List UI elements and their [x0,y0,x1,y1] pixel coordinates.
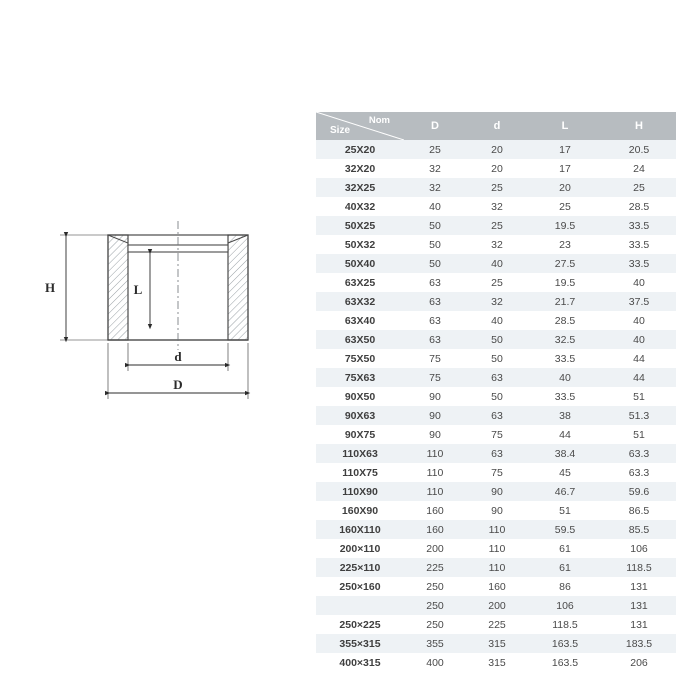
column-header-size-label: Size [330,125,351,136]
cell-L: 45 [528,463,602,482]
cell-d: 40 [466,311,528,330]
cell-size: 355×315 [316,634,404,653]
cell-H: 40 [602,273,676,292]
dimension-L-label: L [133,282,143,297]
cell-d: 200 [466,596,528,615]
cell-L: 20 [528,178,602,197]
cell-D: 90 [404,387,466,406]
cell-size: 50X40 [316,254,404,273]
cell-D: 200 [404,539,466,558]
cell-D: 63 [404,311,466,330]
cell-L: 17 [528,159,602,178]
cell-L: 17 [528,140,602,159]
table-row [316,577,676,596]
cell-L: 33.5 [528,387,602,406]
dimension-d [128,343,228,371]
cell-d: 50 [466,330,528,349]
cell-D: 50 [404,254,466,273]
cell-size: 32X25 [316,178,404,197]
cell-size: 160X110 [316,520,404,539]
cell-D: 75 [404,349,466,368]
cell-L: 86 [528,577,602,596]
cell-D: 250 [404,615,466,634]
cell-L: 59.5 [528,520,602,539]
cell-L: 51 [528,501,602,520]
cell-H: 40 [602,311,676,330]
cell-size: 75X50 [316,349,404,368]
cell-d: 20 [466,140,528,159]
cell-D: 40 [404,197,466,216]
cell-d: 32 [466,197,528,216]
cell-d: 110 [466,539,528,558]
cell-L: 32.5 [528,330,602,349]
cell-D: 400 [404,653,466,672]
cell-d: 32 [466,292,528,311]
table-row [316,197,676,216]
cell-D: 110 [404,482,466,501]
cell-d: 20 [466,159,528,178]
cell-d: 315 [466,634,528,653]
table-row [316,254,676,273]
cell-d: 75 [466,463,528,482]
table-row [316,292,676,311]
cell-L: 163.5 [528,653,602,672]
cell-L: 27.5 [528,254,602,273]
cell-size: 110X90 [316,482,404,501]
table-row [316,482,676,501]
cell-d: 40 [466,254,528,273]
table-row [316,349,676,368]
drawing-svg [30,215,285,425]
cell-H: 33.5 [602,254,676,273]
table-row [316,273,676,292]
cell-L: 106 [528,596,602,615]
table-row [316,406,676,425]
table-row [316,501,676,520]
cell-H: 44 [602,349,676,368]
table-header-row [316,112,676,140]
cell-size: 50X32 [316,235,404,254]
table-row [316,539,676,558]
dimension-H [45,235,108,340]
specification-table [316,112,676,672]
cell-H: 118.5 [602,558,676,577]
cell-L: 40 [528,368,602,387]
column-header-size [316,112,404,140]
table-row [316,159,676,178]
dimension-H-label: H [44,280,56,295]
cell-D: 90 [404,425,466,444]
cell-size: 63X25 [316,273,404,292]
cell-d: 50 [466,387,528,406]
cell-H: 33.5 [602,235,676,254]
column-header-D: D [404,112,466,140]
cell-H: 106 [602,539,676,558]
cell-D: 25 [404,140,466,159]
cell-L: 19.5 [528,273,602,292]
dimension-d-label: d [174,349,182,364]
cell-d: 75 [466,425,528,444]
cell-size: 32X20 [316,159,404,178]
cell-H: 131 [602,615,676,634]
cell-d: 25 [466,216,528,235]
cell-size: 250×160 [316,577,404,596]
cell-size: 63X40 [316,311,404,330]
cell-d: 315 [466,653,528,672]
table-row [316,634,676,653]
product-technical-drawing [30,215,285,425]
cell-D: 50 [404,216,466,235]
cell-size: 63X32 [316,292,404,311]
cell-H: 206 [602,653,676,672]
cell-H: 85.5 [602,520,676,539]
column-header-nom-label: Nom [368,115,390,126]
table-row [316,235,676,254]
cell-D: 250 [404,596,466,615]
column-header-H: H [602,112,676,140]
cell-H: 24 [602,159,676,178]
cell-size: 400×315 [316,653,404,672]
cell-size: 110X75 [316,463,404,482]
cell-H: 59.6 [602,482,676,501]
cell-size: 200×110 [316,539,404,558]
cell-H: 20.5 [602,140,676,159]
cell-H: 51.3 [602,406,676,425]
cell-H: 25 [602,178,676,197]
table-row [316,444,676,463]
table-row [316,463,676,482]
table-row [316,596,676,615]
cell-d: 50 [466,349,528,368]
cell-L: 23 [528,235,602,254]
cell-d: 32 [466,235,528,254]
cell-d: 63 [466,406,528,425]
cell-size: 25X20 [316,140,404,159]
cell-d: 90 [466,482,528,501]
cell-L: 28.5 [528,311,602,330]
table-row [316,615,676,634]
column-header-d: d [466,112,528,140]
cell-size [316,596,404,615]
cell-H: 51 [602,387,676,406]
cell-d: 25 [466,178,528,197]
table-row [316,653,676,672]
cell-L: 19.5 [528,216,602,235]
cell-H: 44 [602,368,676,387]
cell-L: 25 [528,197,602,216]
cell-D: 355 [404,634,466,653]
cell-L: 38 [528,406,602,425]
cell-D: 75 [404,368,466,387]
cell-D: 110 [404,463,466,482]
cell-size: 40X32 [316,197,404,216]
cell-H: 131 [602,577,676,596]
cell-size: 75X63 [316,368,404,387]
cell-L: 118.5 [528,615,602,634]
cell-L: 163.5 [528,634,602,653]
cell-size: 63X50 [316,330,404,349]
table-row [316,330,676,349]
table-row [316,387,676,406]
cell-size: 90X50 [316,387,404,406]
cell-size: 160X90 [316,501,404,520]
cell-H: 63.3 [602,444,676,463]
table-body [316,140,676,672]
cell-L: 44 [528,425,602,444]
cell-L: 33.5 [528,349,602,368]
cell-H: 63.3 [602,463,676,482]
cell-d: 25 [466,273,528,292]
cell-H: 131 [602,596,676,615]
cell-d: 63 [466,444,528,463]
table-row [316,368,676,387]
cell-H: 183.5 [602,634,676,653]
cell-L: 21.7 [528,292,602,311]
cell-size: 90X75 [316,425,404,444]
table-row [316,178,676,197]
cell-d: 110 [466,520,528,539]
cell-size: 50X25 [316,216,404,235]
cell-D: 90 [404,406,466,425]
table-row [316,425,676,444]
cell-D: 225 [404,558,466,577]
cell-H: 40 [602,330,676,349]
cell-d: 110 [466,558,528,577]
cell-H: 37.5 [602,292,676,311]
cell-D: 250 [404,577,466,596]
table-row [316,311,676,330]
cell-size: 225×110 [316,558,404,577]
cell-D: 160 [404,520,466,539]
cell-D: 50 [404,235,466,254]
cell-d: 225 [466,615,528,634]
cell-d: 90 [466,501,528,520]
dimension-D-label: D [173,377,183,392]
cell-d: 63 [466,368,528,387]
cell-D: 63 [404,330,466,349]
table-row [316,520,676,539]
cell-D: 32 [404,178,466,197]
cell-D: 32 [404,159,466,178]
cell-size: 90X63 [316,406,404,425]
cell-D: 63 [404,273,466,292]
table-row [316,140,676,159]
column-header-L: L [528,112,602,140]
cell-d: 160 [466,577,528,596]
cell-H: 86.5 [602,501,676,520]
cell-H: 28.5 [602,197,676,216]
cell-size: 250×225 [316,615,404,634]
cell-D: 160 [404,501,466,520]
cell-L: 38.4 [528,444,602,463]
cell-H: 33.5 [602,216,676,235]
table-row [316,558,676,577]
cell-size: 110X63 [316,444,404,463]
cell-D: 63 [404,292,466,311]
cell-D: 110 [404,444,466,463]
cell-L: 61 [528,539,602,558]
cell-L: 46.7 [528,482,602,501]
cell-L: 61 [528,558,602,577]
cell-H: 51 [602,425,676,444]
table-row [316,216,676,235]
